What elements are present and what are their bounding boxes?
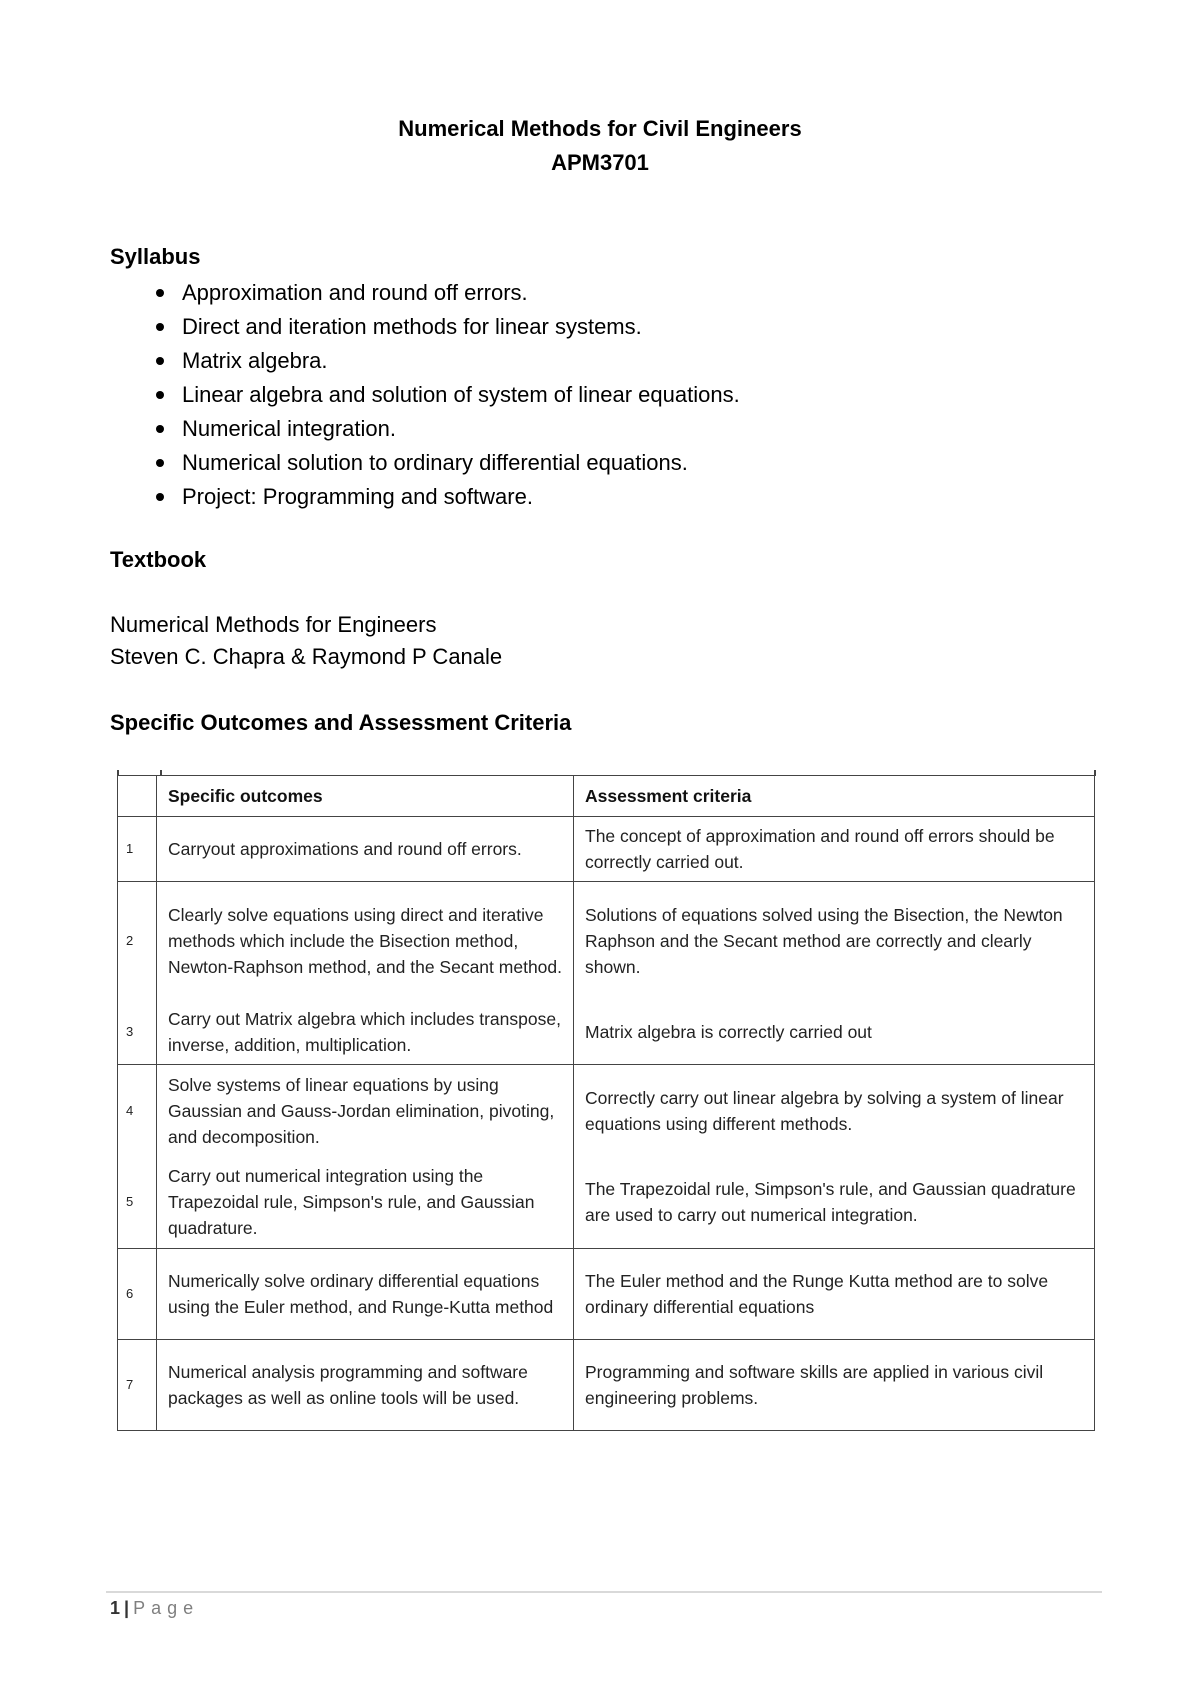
table-header-row	[118, 776, 1095, 817]
page-footer	[110, 1598, 199, 1619]
bullet-icon	[156, 323, 164, 331]
criteria-cell: The Euler method and the Runge Kutta method are to solve ordinary differential equations	[574, 1249, 1095, 1340]
outcome-cell: Carryout approximations and round off errors.	[157, 817, 574, 882]
syllabus-item: Numerical integration.	[140, 412, 740, 446]
table-row	[118, 1157, 1095, 1249]
table-row	[118, 1001, 1095, 1065]
outcome-cell: Clearly solve equations using direct and iterative methods which include the Bisection method, Newton-Raphson method, and the Secant method.	[157, 882, 574, 1001]
outcome-cell: Solve systems of linear equations by using Gaussian and Gauss-Jordan elimination, pivoting, and decomposition.	[157, 1065, 574, 1157]
textbook-authors: Steven C. Chapra & Raymond P Canale	[110, 644, 503, 669]
syllabus-heading: Syllabus	[110, 244, 201, 269]
table-row	[118, 1065, 1095, 1157]
criteria-cell: Programming and software skills are applied in various civil engineering problems.	[574, 1340, 1095, 1431]
outcomes-heading: Specific Outcomes and Assessment Criteria	[110, 710, 572, 735]
row-number: 7	[118, 1340, 157, 1431]
outcome-cell: Carry out Matrix algebra which includes transpose, inverse, addition, multiplication.	[157, 1001, 574, 1065]
document-title: Numerical Methods for Civil Engineers	[398, 116, 802, 141]
bullet-icon	[156, 459, 164, 467]
row-number: 6	[118, 1249, 157, 1340]
outcome-cell: Numerical analysis programming and software packages as well as online tools will be used.	[157, 1340, 574, 1431]
row-number: 2	[118, 882, 157, 1001]
footer-separator: |	[124, 1598, 130, 1618]
page-number: 1	[110, 1598, 121, 1618]
bullet-icon	[156, 425, 164, 433]
row-number: 4	[118, 1065, 157, 1157]
textbook-heading: Textbook	[110, 547, 207, 572]
footer-divider	[106, 1591, 1102, 1593]
course-code: APM3701	[551, 150, 649, 175]
bullet-icon	[156, 289, 164, 297]
syllabus-item: Project: Programming and software.	[140, 480, 740, 514]
outcome-cell: Carry out numerical integration using the Trapezoidal rule, Simpson's rule, and Gaussian quadrature.	[157, 1157, 574, 1249]
bullet-icon	[156, 357, 164, 365]
column-header: Specific outcomes	[157, 776, 574, 817]
criteria-cell: Matrix algebra is correctly carried out	[574, 1001, 1095, 1065]
table-row	[118, 1340, 1095, 1431]
syllabus-item: Approximation and round off errors.	[140, 276, 740, 310]
syllabus-item: Linear algebra and solution of system of linear equations.	[140, 378, 740, 412]
table-row	[118, 1249, 1095, 1340]
bullet-icon	[156, 493, 164, 501]
row-number: 5	[118, 1157, 157, 1249]
criteria-cell: Solutions of equations solved using the Bisection, the Newton Raphson and the Secant method are correctly and clearly shown.	[574, 882, 1095, 1001]
syllabus-list	[140, 276, 740, 514]
outcomes-table	[117, 775, 1095, 1431]
syllabus-item: Numerical solution to ordinary differential equations.	[140, 446, 740, 480]
criteria-cell: Correctly carry out linear algebra by solving a system of linear equations using different methods.	[574, 1065, 1095, 1157]
column-header	[118, 776, 157, 817]
outcome-cell: Numerically solve ordinary differential equations using the Euler method, and Runge-Kutta method	[157, 1249, 574, 1340]
textbook-title: Numerical Methods for Engineers	[110, 612, 437, 637]
row-number: 1	[118, 817, 157, 882]
table-row	[118, 882, 1095, 1001]
syllabus-item: Matrix algebra.	[140, 344, 740, 378]
page-label: Page	[133, 1598, 200, 1618]
row-number: 3	[118, 1001, 157, 1065]
criteria-cell: The concept of approximation and round off errors should be correctly carried out.	[574, 817, 1095, 882]
criteria-cell: The Trapezoidal rule, Simpson's rule, and Gaussian quadrature are used to carry out numerical integration.	[574, 1157, 1095, 1249]
syllabus-item: Direct and iteration methods for linear systems.	[140, 310, 740, 344]
column-header: Assessment criteria	[574, 776, 1095, 817]
bullet-icon	[156, 391, 164, 399]
table-row	[118, 817, 1095, 882]
